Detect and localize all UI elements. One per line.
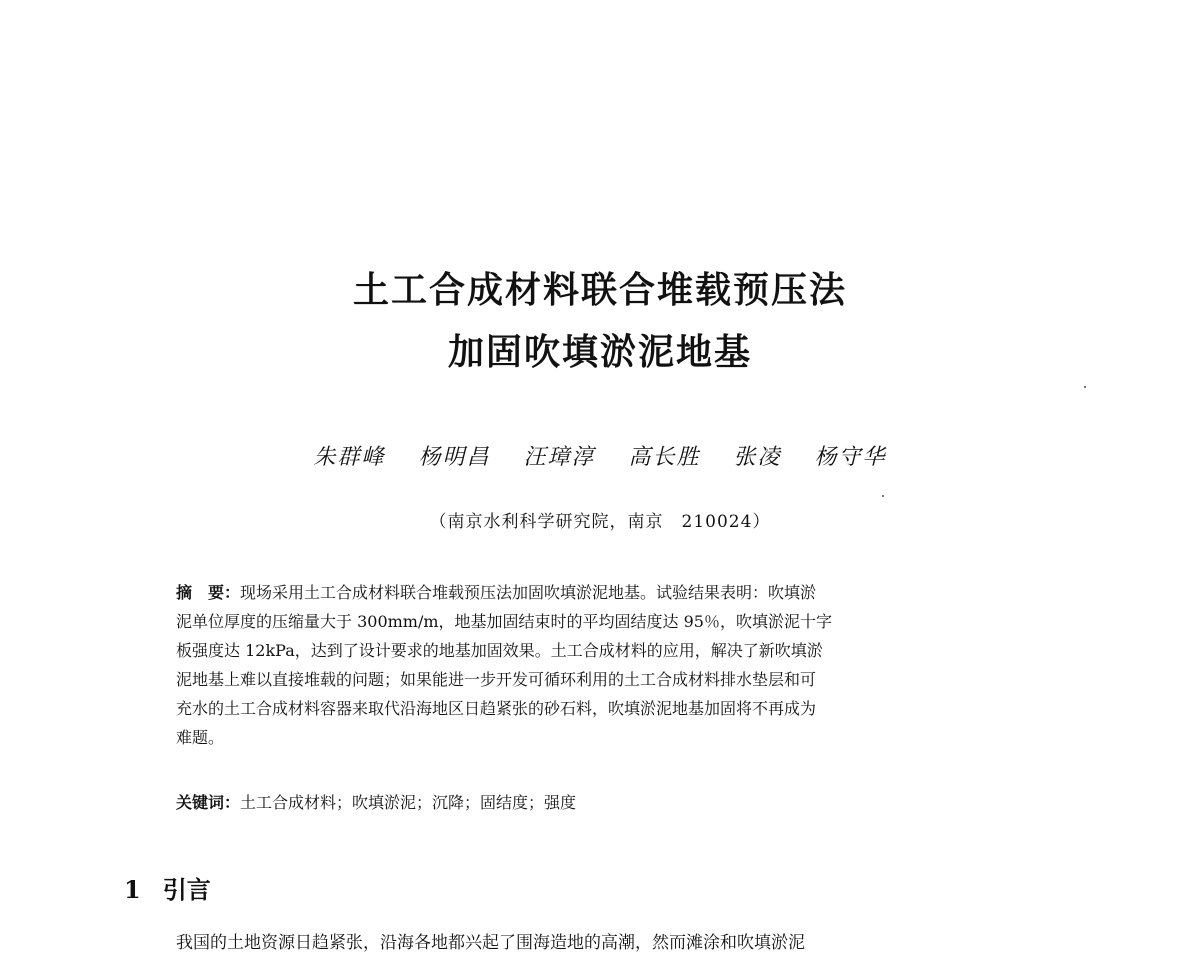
title-line-2: 加固吹填淤泥地基	[447, 332, 752, 373]
abstract-line: 充水的土工合成材料容器来取代沿海地区日趋紧张的砂石料，吹填淤泥地基加固将不再成为	[176, 699, 817, 718]
affiliation: （南京水利科学研究院，南京 210024）	[429, 512, 771, 532]
author-name: 张凌	[733, 445, 782, 470]
abstract-text: 现场采用土工合成材料联合堆载预压法加固吹填淤泥地基。试验结果表明：吹填淤	[240, 583, 817, 602]
keywords-text: 土工合成材料；吹填淤泥；沉降；固结度；强度	[240, 793, 577, 812]
abstract-line: 板强度达 12kPa，达到了设计要求的地基加固效果。土工合成材料的应用，解决了新吹填淤	[176, 641, 823, 660]
body-text-partial: 我国的土地资源日趋紧张，沿海各地都兴起了围海造地的高潮，然而滩涂和吹填淤泥	[176, 933, 805, 953]
abstract-line: 泥地基上难以直接堆载的问题；如果能进一步开发可循环利用的土工合成材料排水垫层和可	[176, 670, 817, 689]
author-name: 高长胜	[628, 445, 701, 470]
author-list	[0, 440, 1200, 471]
abstract-line: 泥单位厚度的压缩量大于 300mm/m，地基加固结束时的平均固结度达 95％，吹填淤泥十字	[176, 612, 832, 631]
author-name: 杨守华	[814, 445, 887, 470]
scan-speck	[882, 495, 884, 497]
section-number: 1	[124, 875, 141, 904]
section-title: 引言	[162, 876, 211, 904]
keywords	[176, 790, 576, 813]
abstract-label: 摘 要：	[176, 583, 241, 602]
author-name: 杨明昌	[418, 445, 491, 470]
author-name: 汪璋淳	[523, 445, 596, 470]
title-line-1: 土工合成材料联合堆载预压法	[352, 270, 847, 311]
abstract	[176, 578, 1036, 752]
author-name: 朱群峰	[313, 445, 386, 470]
scan-speck	[1084, 386, 1086, 388]
keywords-label: 关键词：	[176, 793, 241, 812]
section-heading	[124, 870, 211, 905]
abstract-line: 难题。	[176, 728, 225, 747]
abstract-line	[176, 578, 1036, 607]
